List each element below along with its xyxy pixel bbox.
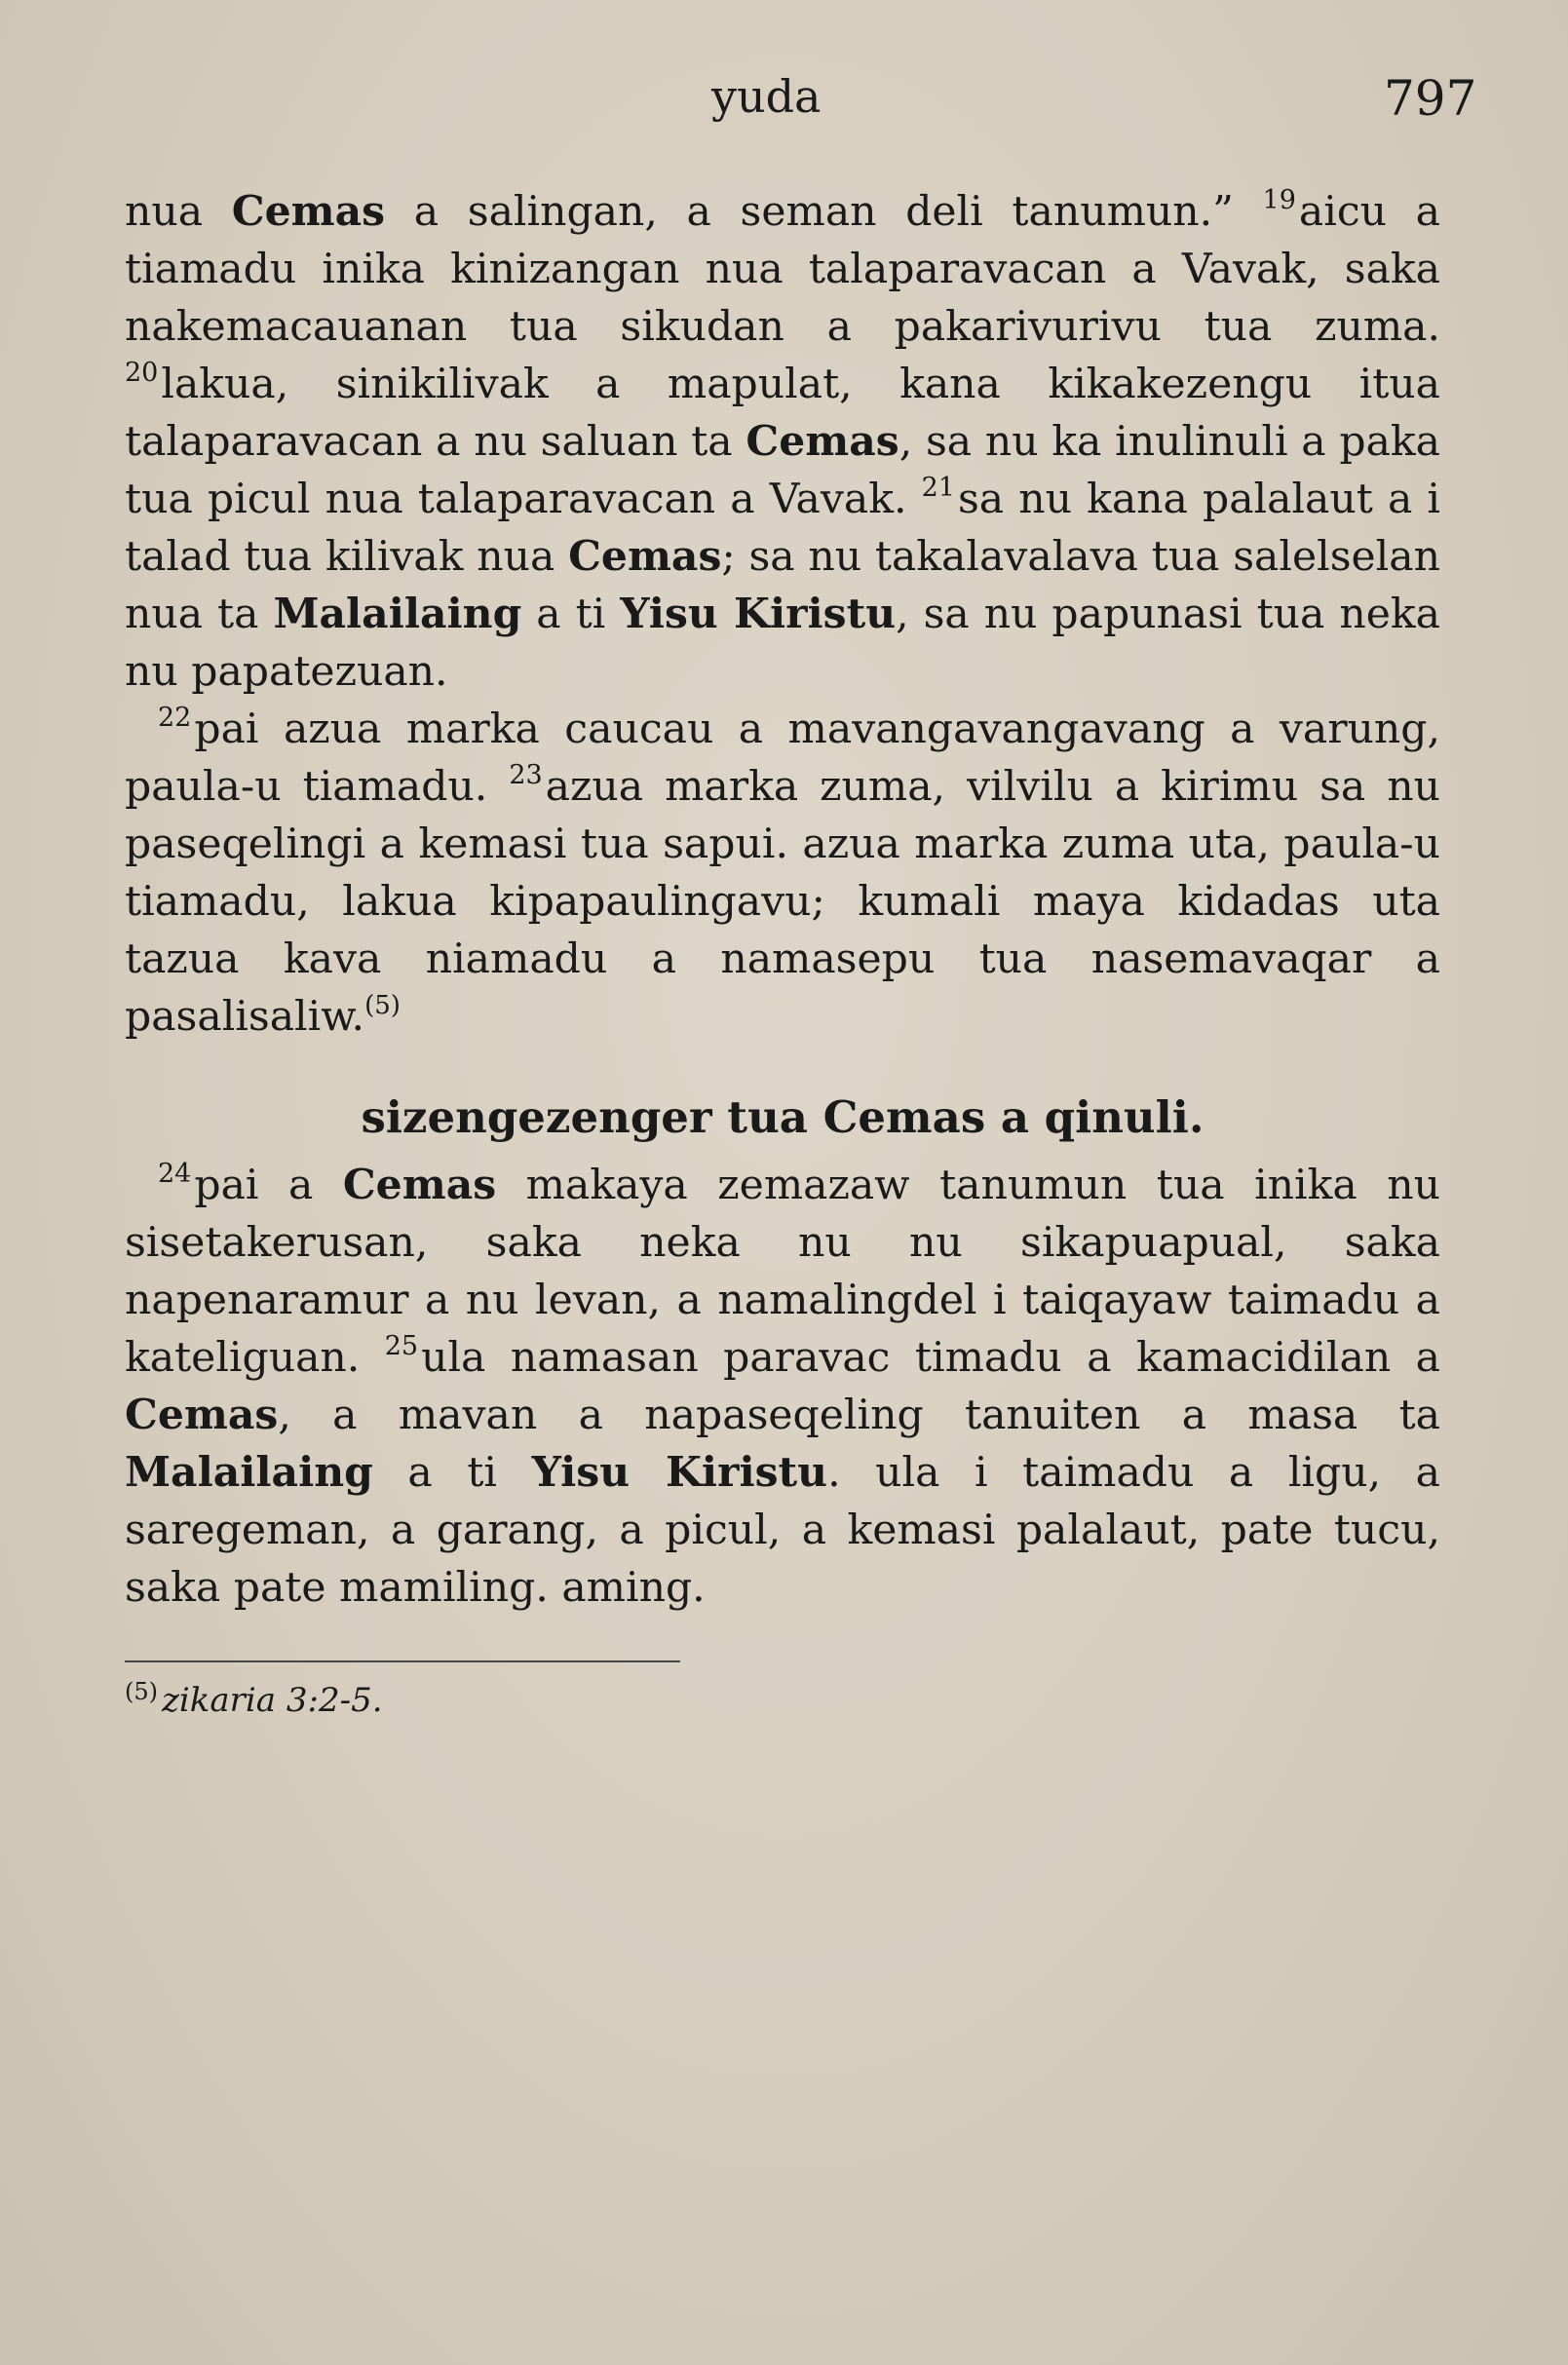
text-run: nua (125, 188, 232, 236)
text-run: a ti (521, 591, 621, 638)
divine-name: Cemas (342, 1161, 497, 1209)
footnote-divider (125, 1660, 680, 1662)
text-run: a salingan, a seman deli tanumun.” (385, 188, 1263, 236)
paragraph-3 (125, 1157, 1440, 1617)
verse-number-20: 20 (125, 358, 159, 388)
footnote-mark: (5) (125, 1678, 158, 1705)
text-run: ula namasan paravac timadu a kamacidilan a (421, 1334, 1440, 1382)
verse-number-25: 25 (384, 1331, 419, 1361)
text-run: lakua, sinikilivak a mapulat, kana kikakezengu itua talaparavacan a nu saluan ta (125, 361, 1440, 466)
footnote-text: zikaria 3:2-5. (162, 1681, 383, 1720)
text-run: makaya zemazaw tanumun tua inika nu sisetakerusan, saka neka nu nu sikapuapual, saka napenaramur a nu levan, a namalingdel i taiqayaw taimadu a kateliguan. (125, 1162, 1440, 1382)
footnote-reference[interactable]: (5) (364, 991, 401, 1020)
text-run: a ti (372, 1449, 532, 1497)
divine-name: Malailaing (125, 1448, 373, 1497)
text-run: aicu a tiamadu inika kinizangan nua talaparavacan a Vavak, saka nakemacauanan tua sikudan a pakarivurivu tua zuma. (125, 188, 1441, 351)
verse-number-22: 22 (158, 703, 192, 733)
footnote (125, 1678, 383, 1720)
section-heading: sizengezenger tua Cemas a qinuli. (361, 1091, 1205, 1143)
text-run: azua marka zuma, vilvilu a kirimu sa nu paseqelingi a kemasi tua sapui. azua marka zuma uta, paula-u tiamadu, lakua kipapaulingavu; kumali maya kidadas uta tazua kava niamadu a namasepu tua nasemavaqar a pasalisaliw. (125, 763, 1440, 1041)
verse-number-19: 19 (1262, 185, 1296, 215)
paragraph-2 (125, 701, 1440, 1046)
text-run: , sa nu papunasi tua neka nu papatezuan. (125, 591, 1440, 696)
divine-name: Cemas (746, 417, 899, 466)
divine-name: Cemas (231, 187, 386, 236)
text-run: pai azua marka caucau a mavangavangavang a varung, paula-u tiamadu. (125, 706, 1440, 811)
divine-name: Cemas (568, 532, 722, 581)
body-text (125, 183, 1440, 1617)
verse-number-21: 21 (921, 473, 955, 503)
text-run: , sa nu ka inulinuli a paka tua picul nua talaparavacan a Vavak. (125, 418, 1440, 523)
divine-name: Cemas (125, 1391, 279, 1439)
verse-number-24: 24 (158, 1159, 192, 1189)
divine-name: Yisu Kiristu (620, 590, 897, 638)
text-run: sa nu kana palalaut a i talad tua kilivak nua (125, 476, 1440, 581)
paragraph-1 (125, 183, 1440, 701)
page-header (0, 70, 1568, 129)
divine-name: Yisu Kiristu (531, 1448, 828, 1497)
divine-name: Malailaing (273, 590, 522, 638)
text-run: ; sa nu takalavalava tua salelselan nua ta (125, 533, 1440, 638)
text-run: pai a (194, 1162, 343, 1209)
verse-number-23: 23 (509, 760, 543, 790)
text-run: , a mavan a napaseqeling tanuiten a masa ta (278, 1392, 1440, 1439)
running-title: yuda (711, 70, 822, 123)
page-number: 797 (1384, 70, 1477, 127)
text-run: . ula i taimadu a ligu, a saregeman, a garang, a picul, a kemasi palalaut, pate tucu, saka pate mamiling. aming. (125, 1449, 1440, 1612)
